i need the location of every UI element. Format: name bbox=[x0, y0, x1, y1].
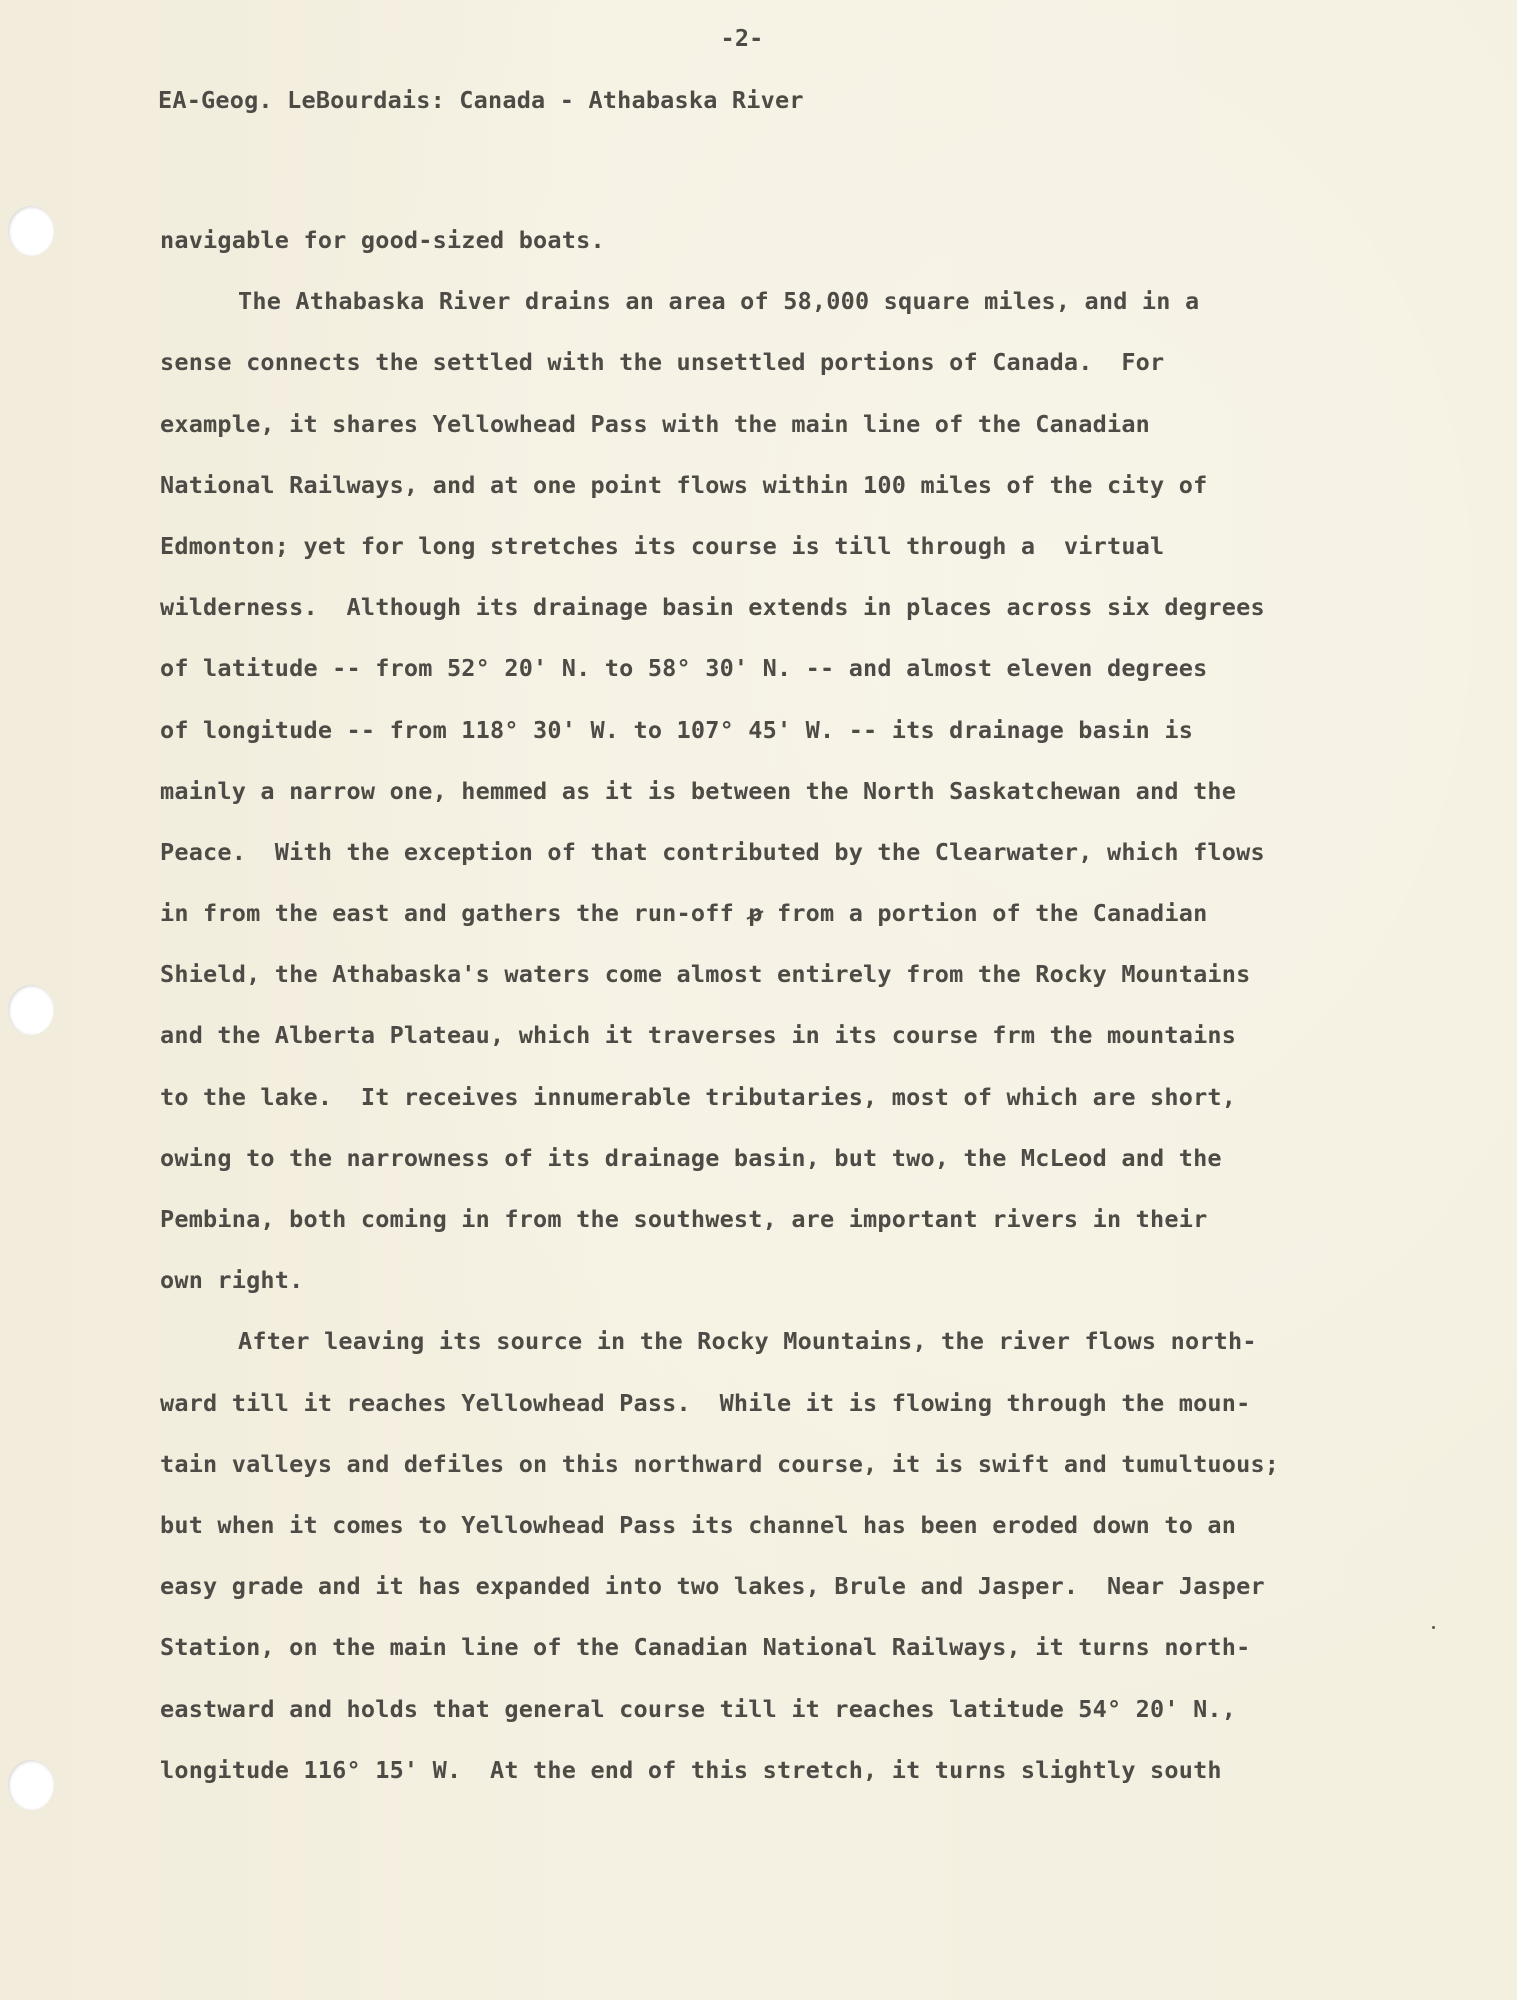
text-line: Pembina, both coming in from the southwest, are important rivers in their bbox=[160, 1205, 1208, 1233]
body-text bbox=[160, 210, 1360, 1801]
text-line: Station, on the main line of the Canadian National Railways, it turns north- bbox=[160, 1633, 1251, 1662]
text-line: owing to the narrowness of its drainage basin, but two, the McLeod and the bbox=[160, 1143, 1222, 1172]
document-header: EA-Geog. LeBourdais: Canada - Athabaska River bbox=[158, 86, 804, 114]
text-line: The Athabaska River drains an area of 58,000 square miles, and in a bbox=[238, 287, 1200, 316]
paragraph bbox=[160, 271, 1360, 1311]
text-line: in from the east and gathers the run-off p from a portion of the Canadian bbox=[160, 883, 1360, 944]
text-line: mainly a narrow one, hemmed as it is between the North Saskatchewan and the bbox=[160, 776, 1237, 805]
text-line: eastward and holds that general course till it reaches latitude 54° 20' N., bbox=[160, 1694, 1237, 1723]
text-line: easy grade and it has expanded into two lakes, Brule and Jasper. Near Jasper bbox=[160, 1572, 1265, 1601]
text-line: of latitude -- from 52° 20' N. to 58° 30' N. -- and almost eleven degrees bbox=[160, 654, 1208, 683]
text-line: longitude 116° 15' W. At the end of this stretch, it turns slightly south bbox=[160, 1755, 1222, 1784]
binder-hole bbox=[8, 985, 54, 1035]
text-line: to the lake. It receives innumerable tributaries, most of which are short, bbox=[160, 1082, 1237, 1111]
text-line: own right. bbox=[160, 1266, 304, 1295]
text-line: tain valleys and defiles on this northward course, it is swift and tumultuous; bbox=[160, 1449, 1280, 1478]
text-line: wilderness. Although its drainage basin extends in places across six degrees bbox=[160, 593, 1265, 622]
text-line: National Railways, and at one point flows within 100 miles of the city of bbox=[160, 470, 1208, 499]
page-number: -2- bbox=[720, 24, 764, 52]
text-line: example, it shares Yellowhead Pass with the main line of the Canadian bbox=[160, 409, 1151, 438]
text-line: Edmonton; yet for long stretches its course is till through a virtual bbox=[160, 531, 1165, 560]
paper-speck bbox=[1432, 1626, 1435, 1629]
text-line: but when it comes to Yellowhead Pass its channel has been eroded down to an bbox=[160, 1510, 1237, 1539]
binder-hole bbox=[8, 1760, 54, 1810]
text-line: navigable for good-sized boats. bbox=[160, 226, 605, 254]
text-line: sense connects the settled with the unsettled portions of Canada. For bbox=[160, 348, 1165, 377]
text-line: After leaving its source in the Rocky Mountains, the river flows north- bbox=[238, 1327, 1257, 1356]
text-line: ward till it reaches Yellowhead Pass. While it is flowing through the moun- bbox=[160, 1388, 1251, 1417]
text-line: of longitude -- from 118° 30' W. to 107° 45' W. -- its drainage basin is bbox=[160, 715, 1194, 744]
text-line: Peace. With the exception of that contributed by the Clearwater, which flows bbox=[160, 837, 1265, 866]
text-line: Shield, the Athabaska's waters come almost entirely from the Rocky Mountains bbox=[160, 960, 1251, 989]
paragraph bbox=[160, 1311, 1360, 1801]
binder-hole bbox=[8, 206, 54, 256]
paragraph bbox=[160, 210, 1360, 271]
text-line: and the Alberta Plateau, which it traverses in its course frm the mountains bbox=[160, 1021, 1237, 1050]
